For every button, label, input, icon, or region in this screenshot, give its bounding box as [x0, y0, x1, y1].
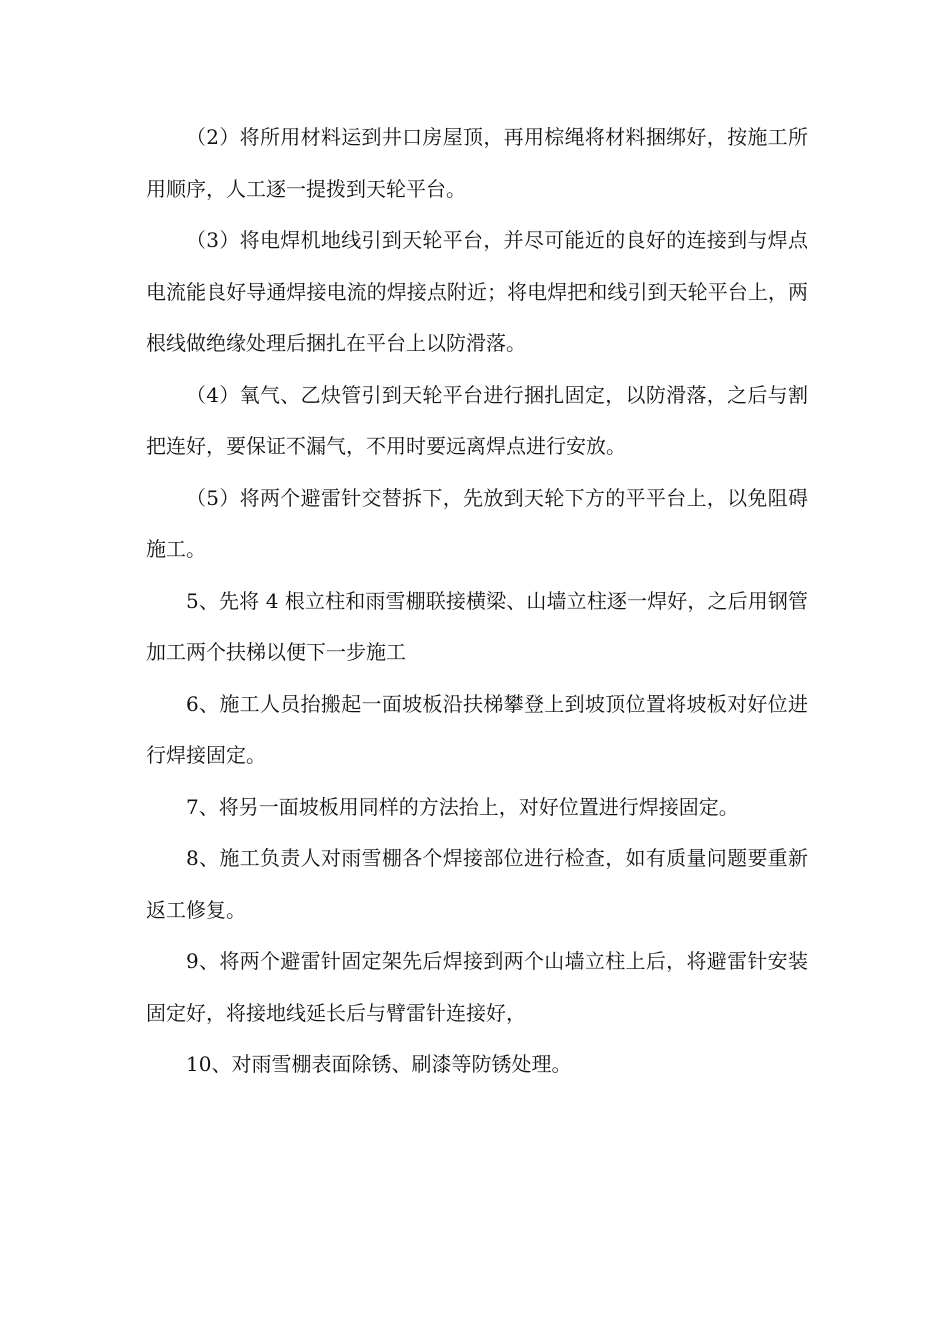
paragraph-item-6: 6、施工人员抬搬起一面坡板沿扶梯攀登上到坡顶位置将坡板对好位进行焊接固定。 [146, 691, 808, 767]
paragraph-item-10: 10、对雨雪棚表面除锈、刷漆等防锈处理。 [186, 1052, 572, 1076]
paragraph-step-4: （4）氧气、乙炔管引到天轮平台进行捆扎固定，以防滑落，之后与割把连好，要保证不漏气，不用时要远离焊点进行安放。 [146, 382, 808, 458]
paragraph-step-5-sub: （5）将两个避雷针交替拆下，先放到天轮下方的平平台上，以免阻碍施工。 [146, 485, 808, 561]
paragraph-step-2: （2）将所用材料运到井口房屋顶，再用棕绳将材料捆绑好，按施工所用顺序，人工逐一提拨到天轮平台。 [146, 125, 808, 201]
paragraph-item-5: 5、先将 4 根立柱和雨雪棚联接横梁、山墙立柱逐一焊好，之后用钢管加工两个扶梯以便下一步施工 [146, 588, 808, 664]
paragraph-item-9: 9、将两个避雷针固定架先后焊接到两个山墙立柱上后，将避雷针安装固定好，将接地线延长后与臂雷针连接好， [146, 949, 808, 1025]
paragraph-item-7: 7、将另一面坡板用同样的方法抬上，对好位置进行焊接固定。 [186, 794, 739, 819]
paragraph-item-8: 8、施工负责人对雨雪棚各个焊接部位进行检查，如有质量问题要重新返工修复。 [146, 846, 808, 922]
paragraph-step-3: （3）将电焊机地线引到天轮平台，并尽可能近的良好的连接到与焊点电流能良好导通焊接电流的焊接点附近；将电焊把和线引到天轮平台上，两根线做绝缘处理后捆扎在平台上以防滑落。 [146, 228, 808, 355]
body-text [146, 112, 808, 1091]
